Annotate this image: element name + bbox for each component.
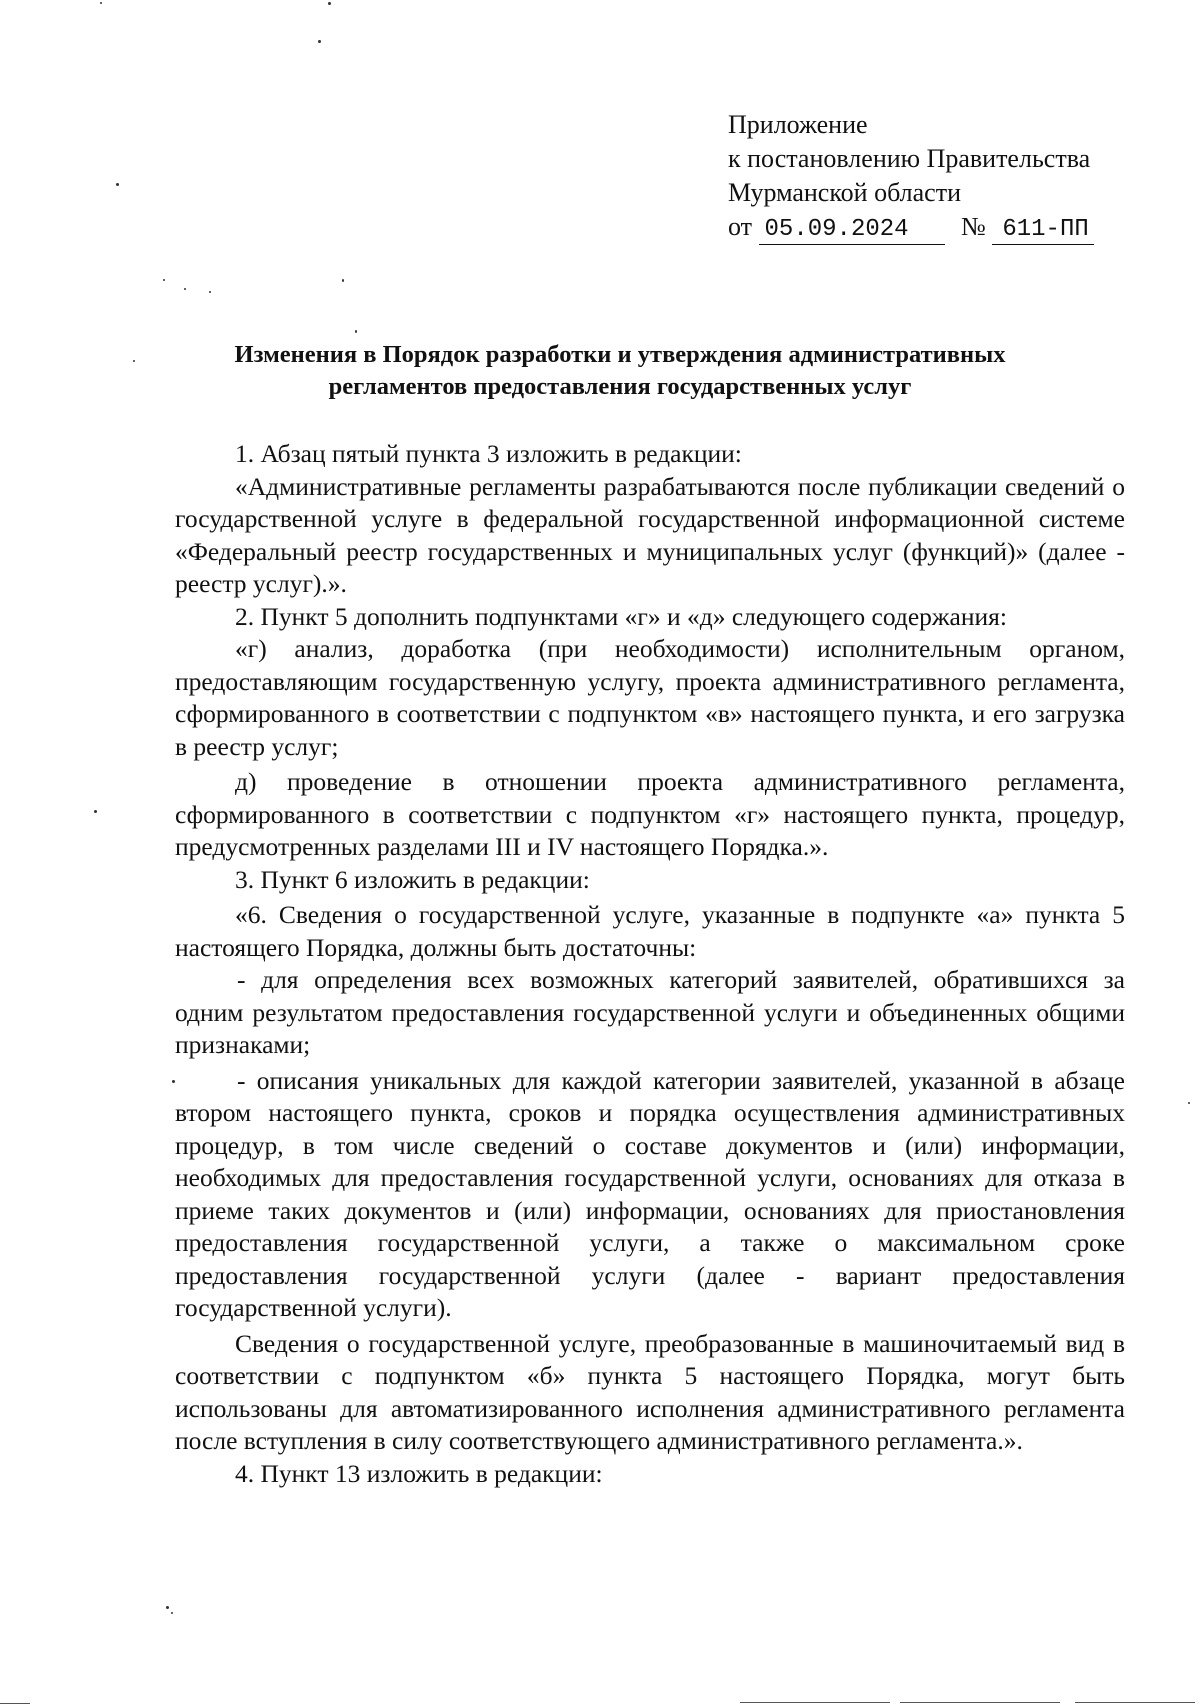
- paragraph: д) проведение в отношении проекта административного регламента, сформированного в соответствии с подпунктом «г» настоящего пункта, процедур, предусмотренных разделами III и IV настоящего Порядка.».: [175, 767, 1125, 861]
- document-body: [175, 438, 1125, 1490]
- scan-speck: [100, 2, 102, 4]
- scan-speck: [342, 279, 344, 282]
- title-line-2: регламентов предоставления государственных услуг: [328, 373, 912, 400]
- paragraph: «г) анализ, доработка (при необходимости) исполнительным органом, предоставляющим государственную услугу, проекта административного регламента, сформированного в соответствии с подпунктом «в» настоящего пункта, и его загрузка в реестр услуг;: [175, 634, 1125, 761]
- scan-edge-line: [0, 1703, 30, 1704]
- appendix-reference-line: [728, 210, 1094, 245]
- date-prefix: от: [728, 212, 753, 241]
- resolution-date: 05.09.2024: [759, 216, 945, 245]
- title-line-1: Изменения в Порядок разработки и утверждения административных: [234, 341, 1006, 368]
- paragraph: 2. Пункт 5 дополнить подпунктами «г» и «д» следующего содержания:: [235, 601, 1007, 631]
- scan-speck: [166, 1606, 169, 1609]
- resolution-number: 611-ПП: [992, 216, 1094, 245]
- scan-speck: [172, 1080, 175, 1083]
- scan-speck: [94, 810, 97, 813]
- document-title: [140, 339, 1100, 403]
- scan-edge-line: [1075, 1702, 1195, 1703]
- number-sign: №: [961, 212, 986, 241]
- paragraph: - для определения всех возможных категорий заявителей, обратившихся за одним результатом предоставления государственной услуги и объединенных общими признаками;: [175, 965, 1125, 1059]
- scan-edge-line: [740, 1702, 890, 1703]
- scan-speck: [328, 2, 331, 5]
- appendix-region-line: Мурманской области: [728, 178, 961, 207]
- appendix-resolution-line: к постановлению Правительства: [728, 144, 1091, 173]
- paragraph: «6. Сведения о государственной услуге, указанные в подпункте «а» пункта 5 настоящего Порядка, должны быть достаточны:: [175, 900, 1125, 962]
- scan-speck: [133, 360, 135, 362]
- paragraph: 1. Абзац пятый пункта 3 изложить в редакции:: [235, 439, 742, 468]
- scan-edge-line: [900, 1702, 1060, 1703]
- scan-speck: [355, 330, 357, 333]
- paragraph: - описания уникальных для каждой категории заявителей, указанной в абзаце втором настоящего пункта, сроков и порядка осуществления административных процедур, в том числе сведений о составе документов и (или) информации, необходимых для предоставления государственной услуги, основаниях для отказа в приеме таких документов и (или) информации, основаниях для приостановления предоставления государственной услуги, а также о максимальном сроке предоставления государственной услуги (далее - вариант предоставления государственной услуги).: [175, 1065, 1125, 1322]
- scan-speck: [116, 183, 119, 186]
- paragraph: «Административные регламенты разрабатываются после публикации сведений о государственной услуге в федеральной государственной информационной системе «Федеральный реестр государственных и муниципальных услуг (функций)» (далее - реестр услуг).».: [175, 471, 1125, 598]
- paragraph: 4. Пункт 13 изложить в редакции:: [235, 1458, 603, 1488]
- scan-speck: [318, 40, 321, 43]
- appendix-label: Приложение: [728, 110, 868, 139]
- scan-speck: [163, 279, 165, 281]
- paragraph: Сведения о государственной услуге, преобразованные в машиночитаемый вид в соответствии с подпунктом «б» пункта 5 настоящего Порядка, могут быть использованы для автоматизированного исполнения административного регламента после вступления в силу соответствующего административного регламента.».: [175, 1328, 1125, 1455]
- scan-speck: [184, 288, 186, 290]
- paragraph: 3. Пункт 6 изложить в редакции:: [235, 864, 590, 894]
- appendix-header: [728, 108, 1094, 245]
- scan-speck: [1188, 1102, 1190, 1104]
- scan-speck: [171, 1612, 173, 1614]
- scan-speck: [209, 291, 211, 293]
